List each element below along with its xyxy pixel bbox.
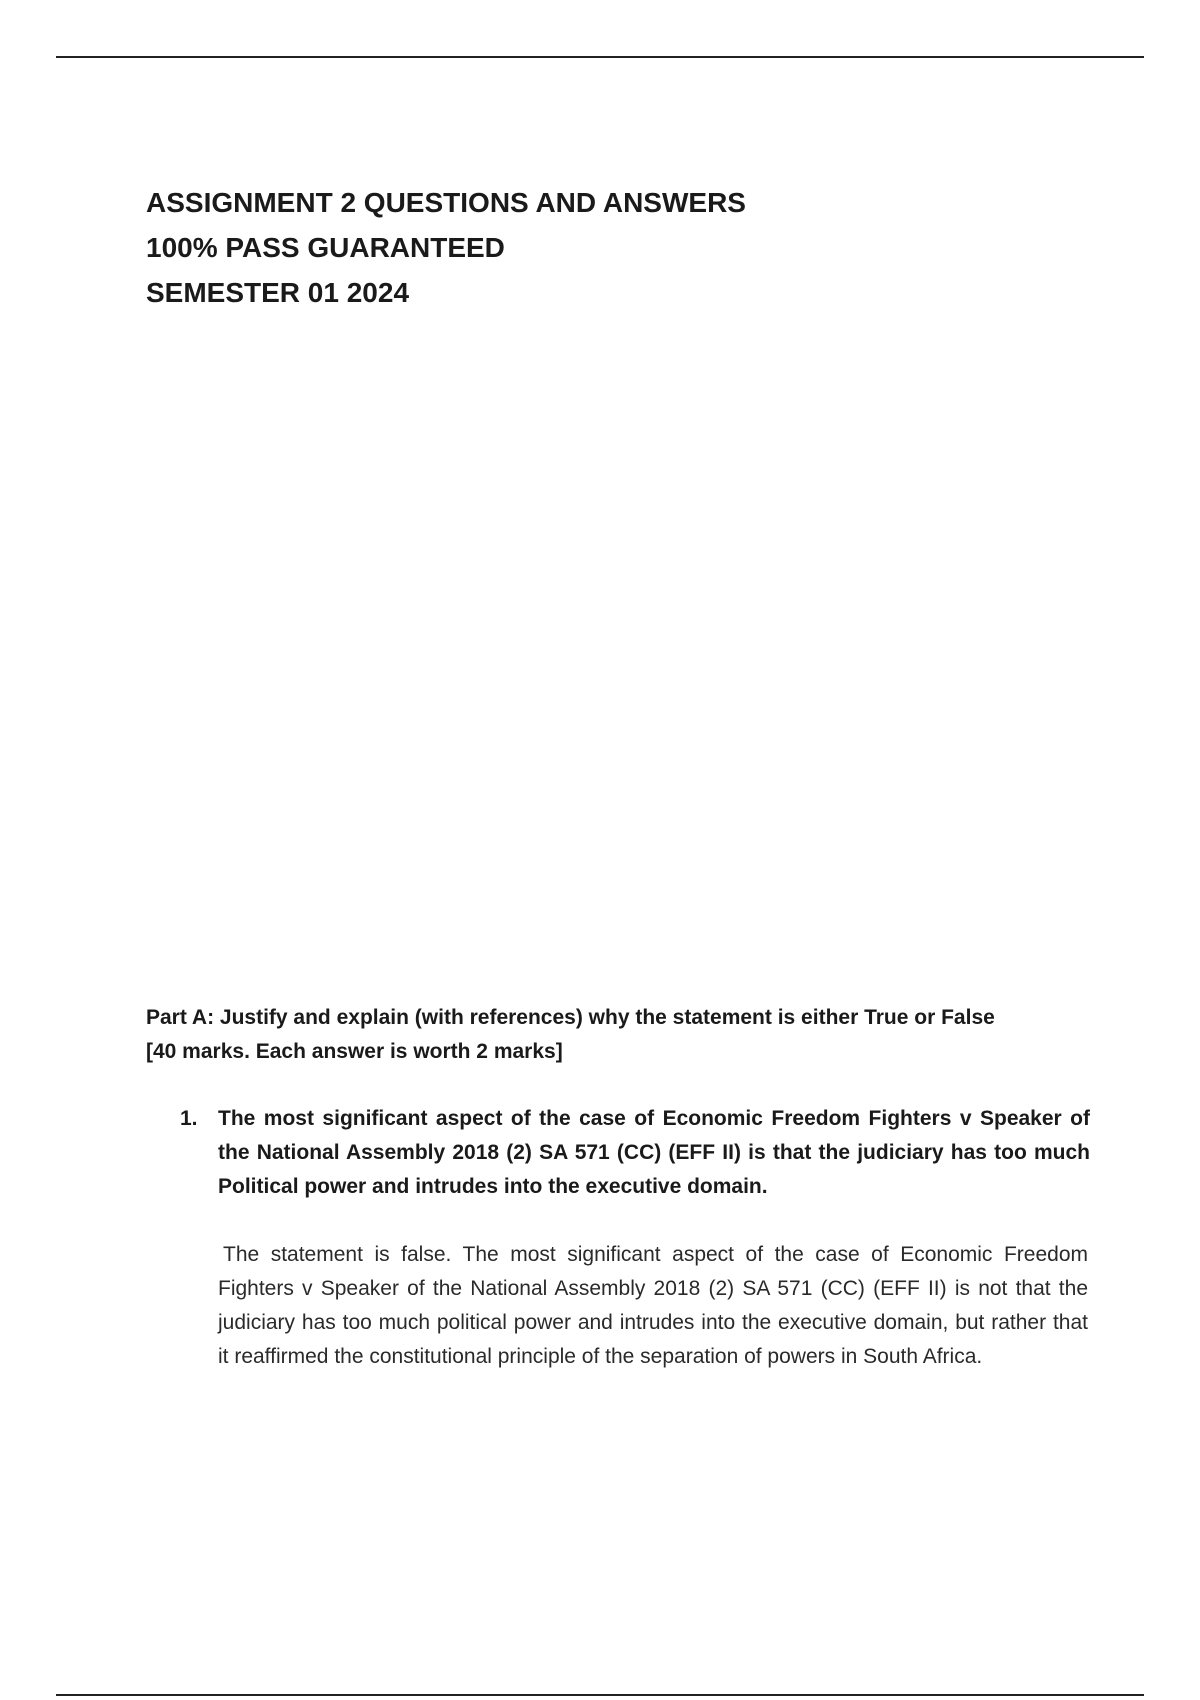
bottom-divider — [56, 1694, 1144, 1696]
part-a-heading — [146, 1001, 1096, 1069]
document-title — [146, 180, 1106, 315]
title-line-guarantee: 100% PASS GUARANTEED — [146, 232, 505, 263]
question-1-answer: The statement is false. The most significant aspect of the case of Economic Freedom Fighters v Speaker of the National Assembly 2018 (2) SA 571 (CC) (EFF II) is not that the judiciary has too much political power and intrudes into the executive domain, but rather that it reaffirmed the constitutional principle of the separation of powers in South Africa. — [218, 1243, 1088, 1368]
top-divider — [56, 56, 1144, 58]
part-a-marks: [40 marks. Each answer is worth 2 marks] — [146, 1040, 563, 1063]
question-number: 1. — [180, 1107, 198, 1130]
question-statement: The most significant aspect of the case of Economic Freedom Fighters v Speaker of the National Assembly 2018 (2) SA 571 (CC) (EFF II) is that the judiciary has too much Political power and intrudes into the executive domain. — [218, 1107, 1090, 1198]
question-1 — [180, 1102, 1090, 1204]
title-line-semester: SEMESTER 01 2024 — [146, 277, 410, 308]
title-line-assignment: ASSIGNMENT 2 QUESTIONS AND ANSWERS — [146, 187, 746, 218]
part-a-instructions: Part A: Justify and explain (with references) why the statement is either True or False — [146, 1006, 995, 1029]
